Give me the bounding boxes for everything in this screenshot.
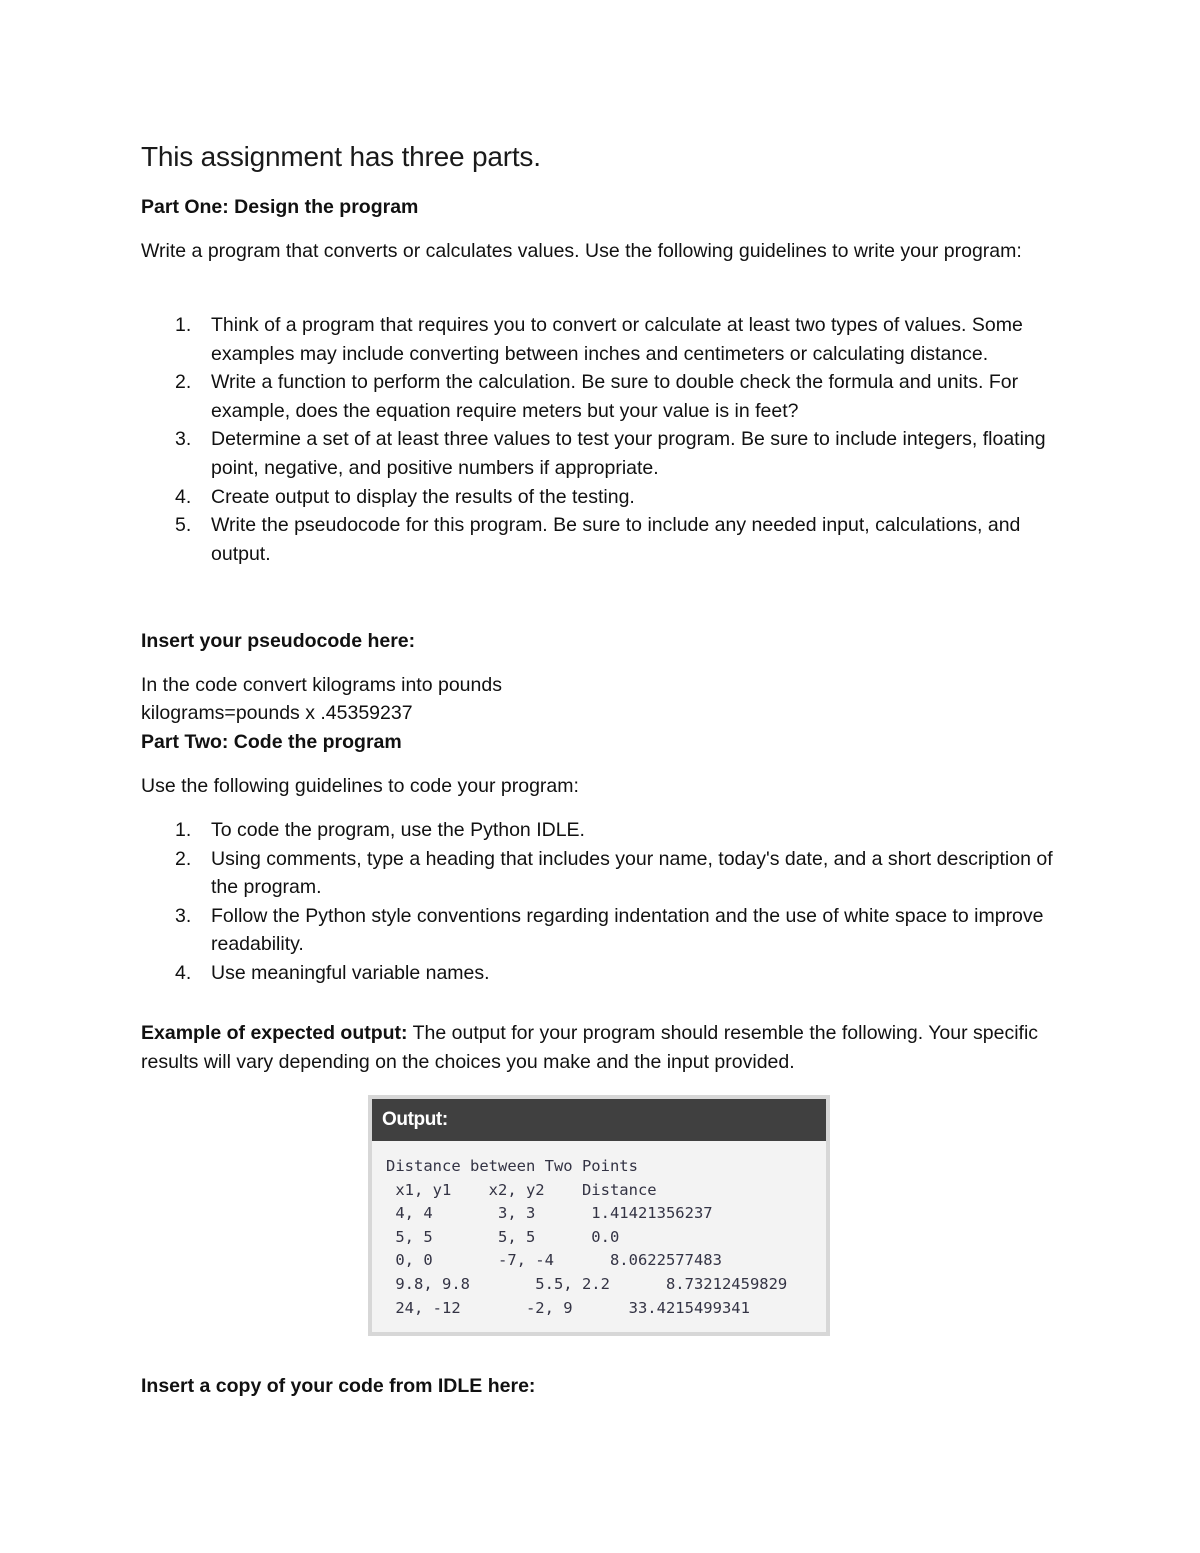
list-item	[141, 483, 1071, 512]
list-number: 4.	[175, 485, 192, 508]
part-one-intro: Write a program that converts or calculates values. Use the following guidelines to write your program:	[141, 240, 1022, 262]
example-label: Example of expected output:	[141, 1022, 408, 1044]
pseudocode-line-1: In the code convert kilograms into pounds	[141, 674, 502, 696]
part-one-heading: Part One: Design the program	[141, 196, 419, 218]
output-console	[372, 1141, 826, 1320]
list-item-text: Follow the Python style conventions regarding indentation and the use of white space to improve readability.	[211, 904, 1044, 956]
output-image	[368, 1095, 830, 1336]
output-line: 4, 4 3, 3 1.41421356237	[386, 1204, 713, 1223]
list-item-text: To code the program, use the Python IDLE.	[211, 819, 585, 841]
list-item-text: Write the pseudocode for this program. Be sure to include any needed input, calculations, and output.	[211, 514, 1021, 565]
part-two-heading: Part Two: Code the program	[141, 731, 402, 753]
list-item	[141, 511, 1071, 568]
output-panel	[372, 1099, 826, 1332]
list-number: 2.	[175, 847, 192, 870]
part-two-intro: Use the following guidelines to code your program:	[141, 775, 579, 797]
insert-code-heading: Insert a copy of your code from IDLE here:	[141, 1375, 536, 1397]
part-two-list	[141, 816, 1071, 988]
list-item	[141, 845, 1071, 902]
list-item	[141, 368, 1071, 425]
output-line: x1, y1 x2, y2 Distance	[386, 1180, 657, 1199]
list-item-text: Using comments, type a heading that includes your name, today's date, and a short description of the program.	[211, 847, 1053, 899]
list-item	[141, 959, 1071, 988]
page-title: This assignment has three parts.	[141, 141, 541, 172]
list-item	[141, 902, 1071, 959]
part-one-list	[141, 311, 1071, 568]
list-number: 3.	[175, 428, 192, 451]
list-number: 4.	[175, 961, 192, 984]
output-line: Distance between Two Points	[386, 1157, 638, 1175]
output-line: 0, 0 -7, -4 8.0622577483	[386, 1251, 722, 1270]
output-line: 24, -12 -2, 9 33.4215499341	[386, 1298, 750, 1317]
list-item-text: Use meaningful variable names.	[211, 961, 490, 984]
list-number: 1.	[175, 314, 192, 336]
list-number: 5.	[175, 514, 192, 537]
output-line: 9.8, 9.8 5.5, 2.2 8.73212459829	[386, 1274, 788, 1293]
list-item	[141, 311, 1071, 368]
list-item-text: Think of a program that requires you to convert or calculate at least two types of values. Some examples may include converting between inches and centimeters or calculating distance.	[211, 314, 1023, 365]
list-item-text: Determine a set of at least three values to test your program. Be sure to include integers, floating point, negative, and positive numbers if appropriate.	[211, 428, 1046, 479]
output-header: Output:	[372, 1099, 826, 1141]
list-number: 2.	[175, 371, 192, 394]
list-item	[141, 425, 1071, 482]
list-item-text: Write a function to perform the calculation. Be sure to double check the formula and units. For example, does the equation require meters but your value is in feet?	[211, 371, 1019, 422]
pseudocode-line-2: kilograms=pounds x .45359237	[141, 702, 413, 724]
example-paragraph	[141, 1019, 1071, 1076]
output-line: 5, 5 5, 5 0.0	[386, 1227, 620, 1246]
list-item-text: Create output to display the results of the testing.	[211, 485, 635, 508]
pseudocode-heading: Insert your pseudocode here:	[141, 630, 416, 652]
example-text: The output for your program should resemble the following. Your specific results will vary depending on the choices you make and the input provided.	[141, 1022, 1039, 1073]
list-number: 3.	[175, 904, 192, 927]
list-item	[141, 816, 1071, 845]
list-number: 1.	[175, 819, 192, 841]
